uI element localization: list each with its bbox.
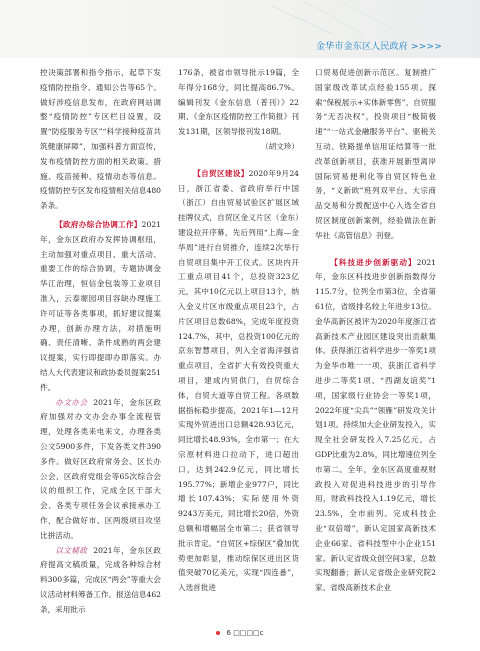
footer-mark: □□□□c — [233, 629, 264, 637]
page-number: 6 — [226, 629, 231, 637]
column-1 — [40, 66, 161, 617]
paragraph: 口贸易促进创新示范区。复制推广国家级改革试点经验155项。探索“保税展示+实体新零售”、自贸服务“无否决权”，投资项目“极简极速”“一站式金融服务平台”、驱税关互动、铁路提单信用证结算等一批改革创新项目，获准开展新型离岸国际贸易便利化等自贸区特色业务，“义新欧”班列双平台、大宗商品交易和分拨配送中心入选全省自贸区制度创新案例，经验做法在新华社《高管信息》刊登。 — [315, 68, 436, 240]
paragraph-text: 2020年9月24日，浙江省委、省政府举行中国（浙江）自由贸易试验区扩展区域挂牌仪式，自贸区金义片区（金东）建设拉开序幕，先后列用“上海—金华周”进行自贸推介，连续2次举行自贸项目集中开工仪式。区块内开工重点项目41个，总投资323亿元，其中10亿元以上项目13个，纳入金义片区市级重点项目23个，占片区项目总数68%，完成年度投资124.7%，其中，总投资100亿元的京东智慧项目，列入全省海洋强省重点项目，全省扩大有效投资重大项目，建成内贸供门，自贸综合体，自贸大道等自贸工程。各项数据指标稳步提高，2021年1—12月实现外贸进出口总额428.93亿元，同比增长48.93%，全市第一；在大宗原材料进口拉动下，进口超出口，达到242.9亿元，同比增长195.77%；新增企业977户，同比增长107.43%；实际使用外资9243万美元，同比增长20倍，外资总额和增幅居全市第二；获省领导批示肯定。“自贸区+综保区”叠加优势更加彰显，推动综保区进出区货值突破70亿美元，实现“四连番”，入选首批进 — [178, 168, 300, 593]
paragraph-text: 2021年，金东区科技进步创新指数得分115.7分，位列全市第3位，全省第61位，省级排名较上年进步13位。金华高新区被评为2020年度浙江省高新技术产业园区建设突出贡献集体。获得浙江省科学进步一等奖1项为金华市唯一一项，获浙江省科学进步二等奖1项、“西湖友谊奖”1项，国家级行业协会一等奖1项，2022年度“尖兵”“领雁”研发攻关计划1项。持续加大企业研发投入，实现全社会研发投入7.25亿元，占GDP比重为2.8%，同比增速位列全市第二。全年，金东区高度重视财政投入对促进科技进步的引导作用，财政科技投入1.19亿元，增长23.5%，全市前列。完成科技企业“双倍增”，新认定国家高新技术企业66家、省科技型中小企业151家。新认定省级众创空间3家，总数实现翻番；新认定省级企业研究院2家、省级高新技术企业 — [315, 257, 436, 593]
column-3 — [315, 66, 436, 596]
paragraph-text: 2021年，金东区政府提高文稿质量，完成各种综合材料300多篇，完成区“两会”等重大会议活动材料筹备工作。报送信息462条，采用批示 — [40, 545, 161, 614]
paragraph-text: 2021年，金东区政府加强对办文办会办事全流程管理，处理各类来电来文，办理各类公文5900多件，下发各类文件390多件。做好区政府常务会、区长办公会、区政府党组会等65次综合会议的组织工作，完成全区干部大会、各类专项任务会议承接承办工作，配合做好市、区两级项目攻坚比拼活动。 — [40, 397, 161, 540]
paragraph — [315, 256, 436, 596]
header-title: 金华市金东区人民政府 >>>> — [315, 42, 442, 52]
paragraph — [40, 544, 161, 618]
paragraph — [40, 218, 161, 396]
subheading: 办文办会 — [55, 397, 88, 407]
paragraph-text: 2021年，金东区政府办发挥协调枢纽，主动加强对重点项目、重大活动、重要工作的综合协调，专题协调金华江治理，恒信金包装等工业项目准入，云泰塬园项目容缺办理施工许可证等各类事项，抓好建议提案办理，创新办理方法，对措施明确、责任清晰、条件成熟的两会建议提案，实行即提即办即落实。办结人大代表建议和政协委员提案251件。 — [40, 219, 161, 392]
paragraph: 控决策部署和指令指示，起草下发疫情防控指令、通知公告等65个。做好涉疫信息发布，在政府网站调整“疫情防控”专区栏目设置，设置“防疫服务专区”“科学接种疫苗共筑健康屏障”，加强科普方面宣传，发布疫情防控方面的相关政策、措施、疫苗接种、疫情动态等信息。疫情防控专区发布疫情相关信息480条条。 — [40, 68, 161, 211]
paragraph: 176条，被省市领导批示19篇，全年得分168分，同比提高86.7%。编辑刊发《金东信息（普刊）》22期、《金东区疫情防控工作简报》刊发131期，区领导报刊发18期。 — [178, 68, 299, 137]
section-heading: 【自贸区建设】 — [193, 168, 249, 178]
section-heading: 【科技进步创新驱动】 — [330, 257, 417, 267]
paragraph — [178, 167, 299, 596]
column-2 — [178, 66, 299, 596]
header-decoration — [272, 0, 477, 34]
section-heading: 【政府办综合协调工作】 — [55, 219, 142, 229]
subheading: 以文辅政 — [55, 545, 88, 555]
author-signature: （胡文珍） — [261, 141, 299, 151]
paragraph — [40, 396, 161, 544]
page-footer — [0, 629, 480, 637]
footer-dot-icon — [216, 631, 220, 635]
